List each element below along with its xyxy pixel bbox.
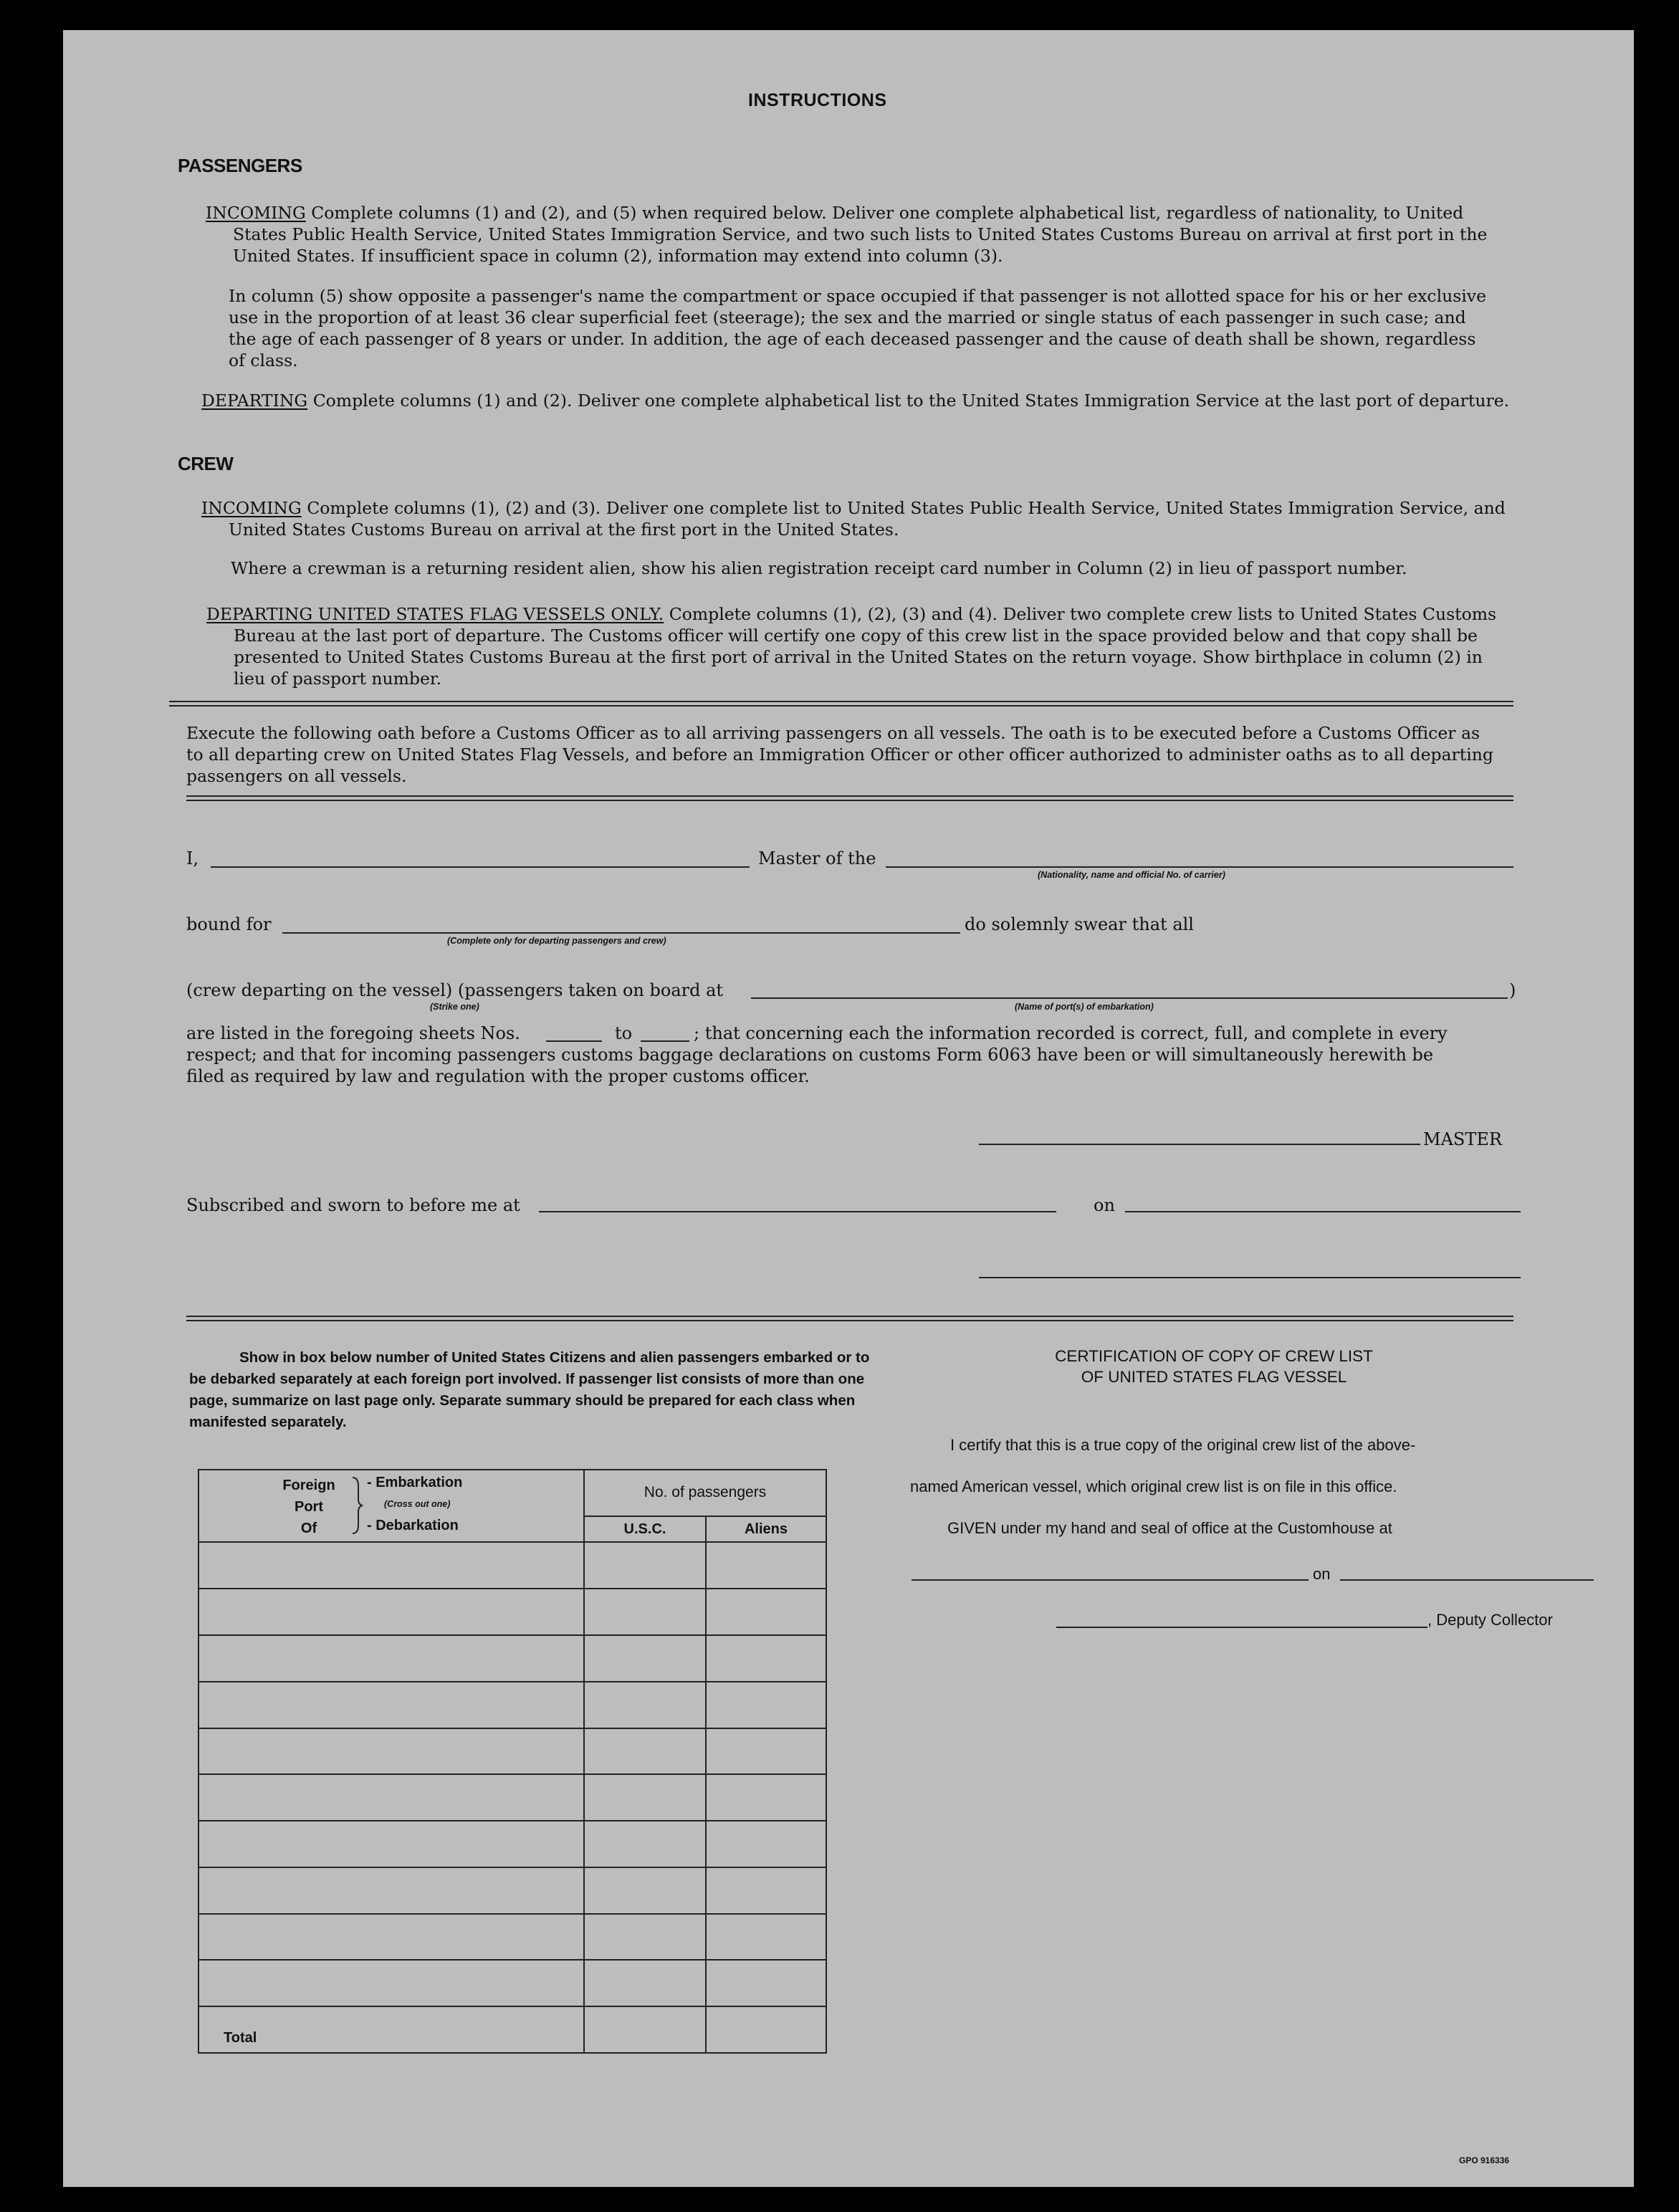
aliens-cell[interactable] — [706, 1867, 826, 1914]
oath-line-3: filed as required by law and regulation with the proper customs officer. — [186, 1066, 810, 1086]
carrier-field[interactable] — [886, 866, 1513, 868]
table-row — [198, 1774, 826, 1821]
port-cell[interactable] — [198, 1589, 584, 1635]
aliens-cell[interactable] — [706, 1682, 826, 1728]
certification-on-label: on — [1313, 1565, 1331, 1583]
summary-instruction: Show in box below number of United States Citizens and alien passengers embarked or to be debarked separately at each foreign port involved. If passenger list consists of more than one page, summarize on last page only. Separate summary should be prepared for each class when manifested separately. — [189, 1349, 870, 1430]
crew-passengers-text: (crew departing on the vessel) (passengers taken on board at — [186, 980, 724, 1000]
port-cell[interactable] — [198, 1728, 584, 1775]
usc-cell[interactable] — [584, 1635, 706, 1682]
officer-signature-field[interactable] — [979, 1277, 1521, 1278]
port-cell[interactable] — [198, 1914, 584, 1960]
crew-departing-text: Complete columns (1), (2), (3) and (4). Deliver two complete crew lists to United States Customs Bureau at the last port of departure. The Customs officer will certify one copy of this crew list in the space provided below and that copy shall be presented to United States Customs Bureau at the first port of arrival in the United States on the return voyage. Show birthplace in column (2) in lieu of passport number. — [234, 604, 1497, 689]
port-cell[interactable] — [198, 1635, 584, 1682]
sworn-place-field[interactable] — [539, 1211, 1056, 1212]
port-cell[interactable] — [198, 1867, 584, 1914]
sworn-on-label: on — [1094, 1195, 1115, 1215]
brace-icon — [350, 1476, 364, 1535]
passengers-incoming-text: Complete columns (1) and (2), and (5) when required below. Deliver one complete alphabetical list, regardless of nationality, to United States Public Health Service, United States Immigration Service, and two such lists to United States Customs Bureau on arrival at first port in the United States. If insufficient space in column (2), information may extend into column (3). — [233, 203, 1488, 266]
usc-cell[interactable] — [584, 1682, 706, 1728]
embarkation-label: - Embarkation — [367, 1475, 463, 1490]
sheet-to-field[interactable] — [641, 1040, 689, 1042]
port-cell[interactable] — [198, 1542, 584, 1589]
usc-cell[interactable] — [584, 1774, 706, 1821]
passengers-incoming-label: INCOMING — [206, 203, 306, 223]
aliens-cell[interactable] — [706, 1635, 826, 1682]
certification-line-2: named American vessel, which original crew list is on file in this office. — [910, 1478, 1397, 1495]
passengers-departing-label: DEPARTING — [201, 391, 308, 411]
oath-i-label: I, — [186, 848, 199, 868]
port-cell[interactable] — [198, 1821, 584, 1867]
bound-for-caption: (Complete only for departing passengers and crew) — [447, 936, 666, 946]
master-signature-field[interactable] — [979, 1144, 1420, 1145]
close-paren: ) — [1509, 980, 1516, 1000]
total-label: Total — [198, 2006, 584, 2053]
certification-line-1: I certify that this is a true copy of the original crew list of the above- — [950, 1436, 1416, 1454]
section-divider — [169, 701, 1513, 707]
aliens-header: Aliens — [706, 1516, 826, 1543]
usc-cell[interactable] — [584, 1914, 706, 1960]
foreign-port-of-label: Foreign Port Of — [282, 1478, 335, 1536]
section-divider — [186, 1316, 1513, 1321]
usc-cell[interactable] — [584, 1728, 706, 1775]
aliens-cell[interactable] — [706, 1914, 826, 1960]
sworn-date-field[interactable] — [1125, 1211, 1521, 1212]
certification-line-3: GIVEN under my hand and seal of office at the Customhouse at — [947, 1519, 1392, 1537]
table-row — [198, 1682, 826, 1728]
listed-sheets-text: are listed in the foregoing sheets Nos. — [186, 1023, 520, 1043]
master-of-the-label: Master of the — [758, 848, 876, 868]
passengers-departing-text: Complete columns (1) and (2). Deliver one complete alphabetical list to the United States Immigration Service at the last port of departure. — [312, 391, 1510, 411]
strike-one-caption: (Strike one) — [430, 1002, 479, 1012]
port-cell[interactable] — [198, 1960, 584, 2006]
deputy-collector-signature-field[interactable] — [1056, 1627, 1427, 1628]
port-cell[interactable] — [198, 1682, 584, 1728]
table-row — [198, 1821, 826, 1867]
crew-heading: CREW — [178, 453, 234, 474]
table-row — [198, 1914, 826, 1960]
oath-instruction: Execute the following oath before a Customs Officer as to all arriving passengers on all vessels. The oath is to be executed before a Customs Officer as to all departing crew on United States Flag Vessels, and before an Immigration Officer or other officer authorized to administer oaths as to all departing passengers on all vessels. — [186, 723, 1493, 786]
passengers-incoming-paragraph — [206, 202, 1516, 267]
crew-departing-label: DEPARTING UNITED STATES FLAG VESSELS ONLY. — [206, 604, 664, 624]
table-row — [198, 1867, 826, 1914]
certification-heading-line-2: OF UNITED STATES FLAG VESSEL — [1081, 1368, 1347, 1386]
passenger-summary-table — [198, 1469, 827, 2054]
port-header-cell — [198, 1470, 584, 1542]
table-row — [198, 1635, 826, 1682]
certification-date-field[interactable] — [1340, 1579, 1594, 1581]
oath-line-1-tail: ; that concerning each the information recorded is correct, full, and complete in every — [694, 1023, 1448, 1043]
sheet-from-field[interactable] — [546, 1040, 602, 1042]
passengers-departing-paragraph — [201, 390, 1516, 411]
table-row — [198, 1542, 826, 1589]
print-code: GPO 916336 — [1459, 2155, 1510, 2165]
port-cell[interactable] — [198, 1774, 584, 1821]
aliens-cell[interactable] — [706, 1960, 826, 2006]
table-row — [198, 1728, 826, 1775]
swear-text: do solemnly swear that all — [965, 914, 1194, 934]
embarkation-port-field[interactable] — [751, 997, 1508, 999]
customhouse-field[interactable] — [912, 1579, 1309, 1581]
master-label: MASTER — [1423, 1129, 1502, 1149]
crew-departing-paragraph — [206, 603, 1516, 689]
passengers-heading: PASSENGERS — [178, 155, 302, 176]
section-divider — [186, 795, 1513, 801]
aliens-total-cell[interactable] — [706, 2006, 826, 2053]
passengers-incoming-note: In column (5) show opposite a passenger's name the compartment or space occupied if that passenger is not allotted space for his or her exclusive use in the proportion of at least 36 clear superficial feet (steerage); the sex and the married or single status of each passenger in such case; and the age of each passenger of 8 years or under. In addition, the age of each deceased passenger and the cause of death shall be shown, regardless of class. — [229, 286, 1486, 370]
crew-incoming-text: Complete columns (1), (2) and (3). Deliver one complete list to United States Public Health Service, United States Immigration Service, and United States Customs Bureau on arrival at the first port in the United States. — [229, 498, 1506, 540]
no-of-passengers-header: No. of passengers — [584, 1470, 826, 1516]
crew-incoming-paragraph — [201, 497, 1516, 540]
usc-cell[interactable] — [584, 1821, 706, 1867]
total-row — [198, 2006, 826, 2053]
aliens-cell[interactable] — [706, 1542, 826, 1589]
bound-for-label: bound for — [186, 914, 272, 934]
usc-cell[interactable] — [584, 1589, 706, 1635]
carrier-caption: (Nationality, name and official No. of carrier) — [1038, 870, 1225, 880]
table-row — [198, 1960, 826, 2006]
usc-cell[interactable] — [584, 1542, 706, 1589]
aliens-cell[interactable] — [706, 1821, 826, 1867]
usc-header: U.S.C. — [584, 1516, 706, 1543]
oath-line-2: respect; and that for incoming passengers customs baggage declarations on customs Form 6063 have been or will simultaneously herewith be — [186, 1045, 1434, 1065]
table-row — [198, 1589, 826, 1635]
deputy-collector-label: , Deputy Collector — [1427, 1611, 1553, 1629]
embarkation-port-caption: (Name of port(s) of embarkation) — [1015, 1002, 1154, 1012]
cross-out-caption: (Cross out one) — [384, 1499, 451, 1509]
form-page — [63, 30, 1634, 2187]
crew-incoming-label: INCOMING — [201, 498, 302, 518]
certification-heading-line-1: CERTIFICATION OF COPY OF CREW LIST — [1055, 1347, 1373, 1365]
master-name-field[interactable] — [211, 866, 750, 868]
bound-for-field[interactable] — [282, 932, 960, 934]
sheet-to-label: to — [615, 1023, 633, 1043]
usc-cell[interactable] — [584, 1867, 706, 1914]
usc-cell[interactable] — [584, 1960, 706, 2006]
subscribed-text: Subscribed and sworn to before me at — [186, 1195, 520, 1215]
usc-total-cell[interactable] — [584, 2006, 706, 2053]
debarkation-label: - Debarkation — [367, 1518, 459, 1533]
aliens-cell[interactable] — [706, 1589, 826, 1635]
crew-incoming-note: Where a crewman is a returning resident alien, show his alien registration receipt card number in Column (2) in lieu of passport number. — [231, 558, 1407, 578]
aliens-cell[interactable] — [706, 1774, 826, 1821]
aliens-cell[interactable] — [706, 1728, 826, 1775]
certification-heading — [956, 1346, 1472, 1387]
page-title: INSTRUCTIONS — [748, 90, 887, 110]
